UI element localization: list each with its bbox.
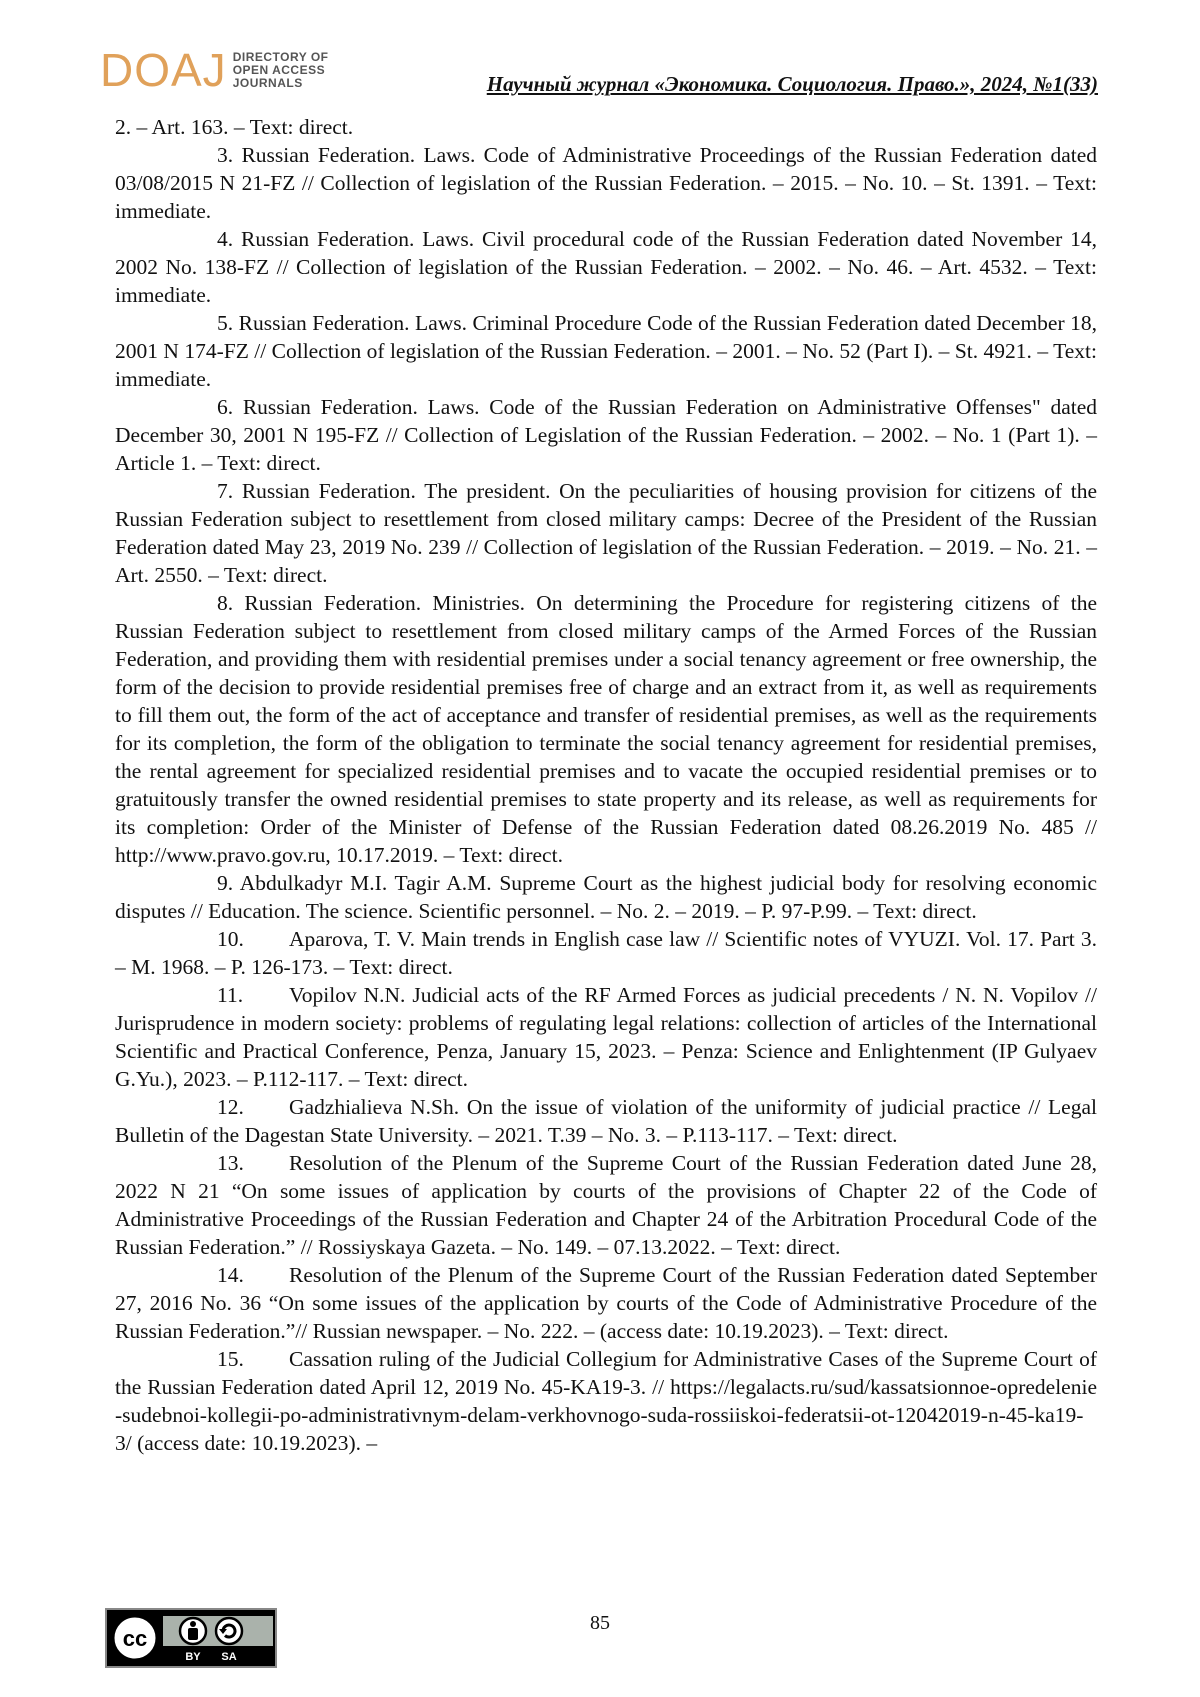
reference-item	[115, 141, 1097, 225]
reference-number: 11.	[217, 983, 244, 1007]
reference-text: Cassation ruling of the Judicial Collegium for Administrative Cases of the Supreme Court of the Russian Federation dated April 12, 2019 No. 45-KA19-3. // https://legalacts.ru/sud/kassatsionnoe-opredelenie-sudebnoi-kollegii-po-administrativnym-delam-verkhovnogo-suda-rossiiskoi-federatsii-ot-12042019-n-45-ka19-3/ (access date: 10.19.2023). –	[115, 1347, 1097, 1455]
reference-continuation: 2. – Art. 163. – Text: direct.	[115, 115, 354, 139]
journal-title: Научный журнал «Экономика. Социология. Право.», 2024, №1(33)	[486, 72, 1098, 96]
page-number: 85	[590, 1612, 610, 1634]
reference-item	[115, 981, 1097, 1093]
reference-number: 13.	[217, 1151, 244, 1175]
reference-list	[115, 113, 1097, 1457]
reference-number: 15.	[217, 1347, 244, 1371]
svg-text:cc: cc	[122, 1626, 148, 1651]
reference-item	[115, 1093, 1097, 1149]
reference-item	[115, 1345, 1097, 1457]
page-header	[100, 44, 1098, 96]
doaj-logo-caption	[233, 51, 329, 90]
reference-text: Gadzhialieva N.Sh. On the issue of violation of the uniformity of judicial practice // Legal Bulletin of the Dagestan State University. – 2021. T.39 – No. 3. – P.113-117. – Text: direct.	[115, 1095, 1097, 1147]
reference-item	[115, 393, 1097, 477]
reference-number: 10.	[217, 927, 244, 951]
reference-item	[115, 925, 1097, 981]
reference-text: Russian Federation. Laws. Criminal Procedure Code of the Russian Federation dated December 18, 2001 N 174-FZ // Collection of legislation of the Russian Federation. – 2001. – No. 52 (Part I). – St. 4921. – Text: immediate.	[115, 311, 1097, 391]
reference-number: 4.	[217, 227, 234, 251]
doaj-logo-line: JOURNALS	[232, 75, 303, 90]
reference-number: 3.	[217, 143, 234, 167]
reference-number: 5.	[217, 311, 234, 335]
reference-text: Resolution of the Plenum of the Supreme Court of the Russian Federation dated September 27, 2016 No. 36 “On some issues of the application by courts of the Code of Administrative Procedure of the Russian Federation.”// Russian newspaper. – No. 222. – (access date: 10.19.2023). – Text: direct.	[115, 1263, 1097, 1343]
reference-item	[115, 225, 1097, 309]
reference-text: Russian Federation. Laws. Code of Administrative Proceedings of the Russian Federation dated 03/08/2015 N 21-FZ // Collection of legislation of the Russian Federation. – 2015. – No. 10. – St. 1391. – Text: immediate.	[115, 143, 1098, 223]
reference-text: Russian Federation. Laws. Civil procedural code of the Russian Federation dated November 14, 2002 No. 138-FZ // Collection of legislation of the Russian Federation. – 2002. – No. 46. – Art. 4532. – Text: immediate.	[115, 227, 1098, 307]
reference-number: 14.	[217, 1263, 244, 1287]
reference-number: 9.	[217, 871, 234, 895]
reference-text: Russian Federation. Laws. Code of the Russian Federation on Administrative Offenses" dated December 30, 2001 N 195-FZ // Collection of Legislation of the Russian Federation. – 2002. – No. 1 (Part 1). – Article 1. – Text: direct.	[115, 395, 1098, 475]
reference-item	[115, 869, 1097, 925]
reference-number: 8.	[217, 591, 234, 615]
license-sa-label: SA	[221, 1651, 237, 1663]
reference-number: 6.	[217, 395, 234, 419]
reference-text: Vopilov N.N. Judicial acts of the RF Armed Forces as judicial precedents / N. N. Vopilov // Jurisprudence in modern society: problems of regulating legal relations: collection of articles of the International Scientific and Practical Conference, Penza, January 15, 2023. – Penza: Science and Enlightenment (IP Gulyaev G.Yu.), 2023. – P.112-117. – Text: direct.	[115, 983, 1097, 1091]
doaj-logo-letters: DOAJ	[100, 44, 227, 96]
reference-text: Aparova, T. V. Main trends in English case law // Scientific notes of VYUZI. Vol. 17. Part 3. – M. 1968. – P. 126-173. – Text: direct.	[115, 927, 1097, 979]
doaj-logo-line: DIRECTORY OF	[232, 49, 329, 64]
reference-text: Russian Federation. Ministries. On determining the Procedure for registering citizens of the Russian Federation subject to resettlement from closed military camps of the Armed Forces of the Russian Federation, and providing them with residential premises under a social tenancy agreement or free ownership, the form of the decision to provide residential premises free of charge and an extract from it, as well as requirements to fill them out, the form of the act of acceptance and transfer of residential premises, as well as the requirements for its completion, the form of the obligation to terminate the social tenancy agreement for residential premises, the rental agreement for specialized residential premises and to vacate the occupied residential premises or to gratuitously transfer the owned residential premises to state property and its release, as well as requirements for its completion: Order of the Minister of Defense of the Russian Federation dated 08.26.2019 No. 485 // http://www.pravo.gov.ru, 10.17.2019. – Text: direct.	[115, 591, 1098, 867]
reference-item	[115, 477, 1097, 589]
doaj-logo	[100, 44, 328, 96]
reference-item	[115, 1261, 1097, 1345]
reference-number: 7.	[217, 479, 234, 503]
reference-text: Resolution of the Plenum of the Supreme Court of the Russian Federation dated June 28, 2022 N 21 “On some issues of application by courts of the provisions of Chapter 22 of the Code of Administrative Proceedings of the Russian Federation and Chapter 24 of the Arbitration Procedural Code of the Russian Federation.” // Rossiyskaya Gazeta. – No. 149. – 07.13.2022. – Text: direct.	[115, 1151, 1097, 1259]
doaj-logo-line: OPEN ACCESS	[232, 62, 326, 77]
reference-item	[115, 1149, 1097, 1261]
reference-item	[115, 589, 1097, 869]
reference-text: Russian Federation. The president. On the peculiarities of housing provision for citizens of the Russian Federation subject to resettlement from closed military camps: Decree of the President of the Russian Federation dated May 23, 2019 No. 239 // Collection of legislation of the Russian Federation. – 2019. – No. 21. – Art. 2550. – Text: direct.	[115, 479, 1098, 587]
reference-number: 12.	[217, 1095, 244, 1119]
reference-text: Abdulkadyr M.I. Tagir A.M. Supreme Court as the highest judicial body for resolving economic disputes // Education. The science. Scientific personnel. – No. 2. – 2019. – P. 97-P.99. – Text: direct.	[115, 871, 1097, 923]
reference-item	[115, 309, 1097, 393]
license-by-label: BY	[185, 1651, 201, 1663]
